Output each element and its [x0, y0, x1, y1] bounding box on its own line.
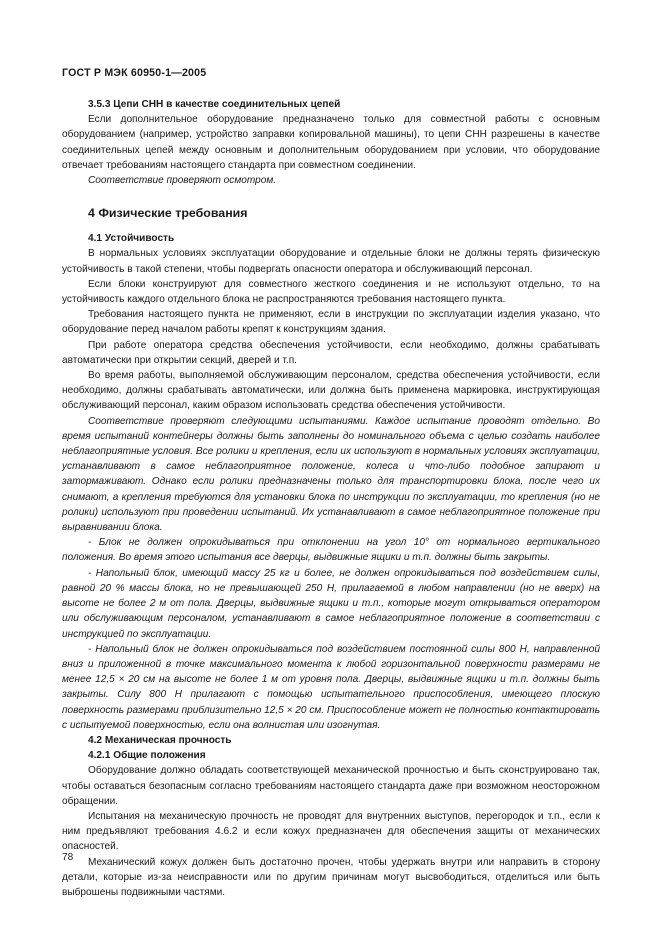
paragraph: Оборудование должно обладать соответствующей механической прочностью и быть сконструировано так, чтобы оставаться безопасным согласно требованиям настоящего стандарта даже при возможном неосторожном обращении. — [62, 765, 600, 807]
test-item: - Напольный блок не должен опрокидываться под воздействием постоянной силы 800 Н, направленной вниз и приложенной в точке максимального момента к любой горизонтальной поверхности размерами не менее 12,5 × 20 см на высоте не более 1 м от уровня пола. Дверцы, выдвижные ящики и т.п. должны быть закрыты. Силу 800 Н прилагают с помощью испытательного приспособления, имеющего плоскую поверхность размерами приблизительно 12,5 × 20 см. Приспособление может не полностью контактировать с испытуемой поверхностью, если она волнистая или изогнутая. — [62, 643, 600, 731]
document-body — [62, 97, 600, 900]
page-number: 78 — [62, 852, 74, 863]
paragraph: Если блоки конструируют для совместного жесткого соединения и не используют отдельно, то на устойчивость каждого отдельного блока не распространяются требования настоящего пункта. — [62, 278, 600, 306]
compliance-note: Соответствие проверяют следующими испытаниями. Каждое испытание проводят отдельно. Во время испытаний контейнеры должны быть заполнены до номинального объема с целью создать наиболее неблагоприятные условия. Все ролики и крепления, если их используют в нормальных условиях эксплуатации, устанавливают в самое неблагоприятное положение, колеса и что-либо подобное запирают и затормаживают. Однако если ролики предназначены только для транспортировки блока, после чего их снимают, а крепления требуются для установки блока по инструкции по эксплуатации, то крепления (но не ролики) используют при проведении испытаний. Их устанавливают в самое неблагоприятное положение при выравнивании блока. — [62, 415, 600, 534]
compliance-note: Соответствие проверяют осмотром. — [88, 175, 277, 187]
paragraph: Требования настоящего пункта не применяют, если в инструкции по эксплуатации изделия указано, что оборудование перед началом работы крепят к конструкциям здания. — [62, 309, 600, 336]
paragraph: В нормальных условиях эксплуатации оборудование и отдельные блоки не должны терять физическую устойчивость в такой степени, чтобы подвергать опасности оператора и обслуживающий персонал. — [62, 248, 600, 275]
section-4-1-heading: 4.1 Устойчивость — [88, 233, 175, 245]
section-3-5-3-heading: 3.5.3 Цепи СНН в качестве соединительных цепей — [88, 99, 341, 110]
test-item: - Напольный блок, имеющий массу 25 кг и более, не должен опрокидываться под воздействием силы, равной 20 % массы блока, но не превышающей 250 Н, прилагаемой в любом направлении (но не вверх) на высоте не более 2 м от пола. Дверцы, выдвижные ящики и т.п., которые могут открываться оператором или обслуживающим персоналом, устанавливают в самое неблагоприятное положение в соответствии с инструкцией по эксплуатации. — [62, 567, 600, 640]
paragraph: При работе оператора средства обеспечения устойчивости, если необходимо, должны срабатывать автоматически при открытии секций, дверей и т.п. — [62, 339, 600, 366]
document-header: ГОСТ Р МЭК 60950-1—2005 — [62, 67, 207, 79]
paragraph: Во время работы, выполняемой обслуживающим персоналом, средства обеспечения устойчивости, если необходимо, должны срабатывать автоматически, или должна быть применена маркировка, инструктирующая обслуживающий персонал, каким образом использовать средства обеспечения устойчивости. — [62, 370, 600, 412]
paragraph: Механический кожух должен быть достаточно прочен, чтобы удержать внутри или направить в сторону детали, которые из-за неисправности или по другим причинам могут высвободиться, отделиться или быть выброшены подвижными частями. — [62, 856, 600, 898]
section-4-2-heading: 4.2 Механическая прочность — [88, 734, 232, 746]
paragraph: Если дополнительное оборудование предназначено только для совместной работы с основным оборудованием (например, устройство заправки копировальной машины), то цепи СНН разрешены в качестве соединительных цепей между основным и дополнительным оборудованием при условии, что оборудование отвечает требованиям настоящего стандарта при совместном соединении. — [62, 114, 600, 171]
paragraph: Испытания на механическую прочность не проводят для внутренних выступов, перегородок и т.п., если к ним предъявляют требования 4.6.2 и если кожух предназначен для обеспечения защиты от механических опасностей. — [62, 810, 600, 853]
test-item: - Блок не должен опрокидываться при отклонении на угол 10° от нормального вертикального положения. Во время этого испытания все дверцы, выдвижные ящики и т.п. должны быть закрыты. — [62, 537, 600, 564]
section-4-heading: 4 Физические требования — [88, 206, 248, 221]
section-4-2-1-heading: 4.2.1 Общие положения — [88, 750, 206, 762]
